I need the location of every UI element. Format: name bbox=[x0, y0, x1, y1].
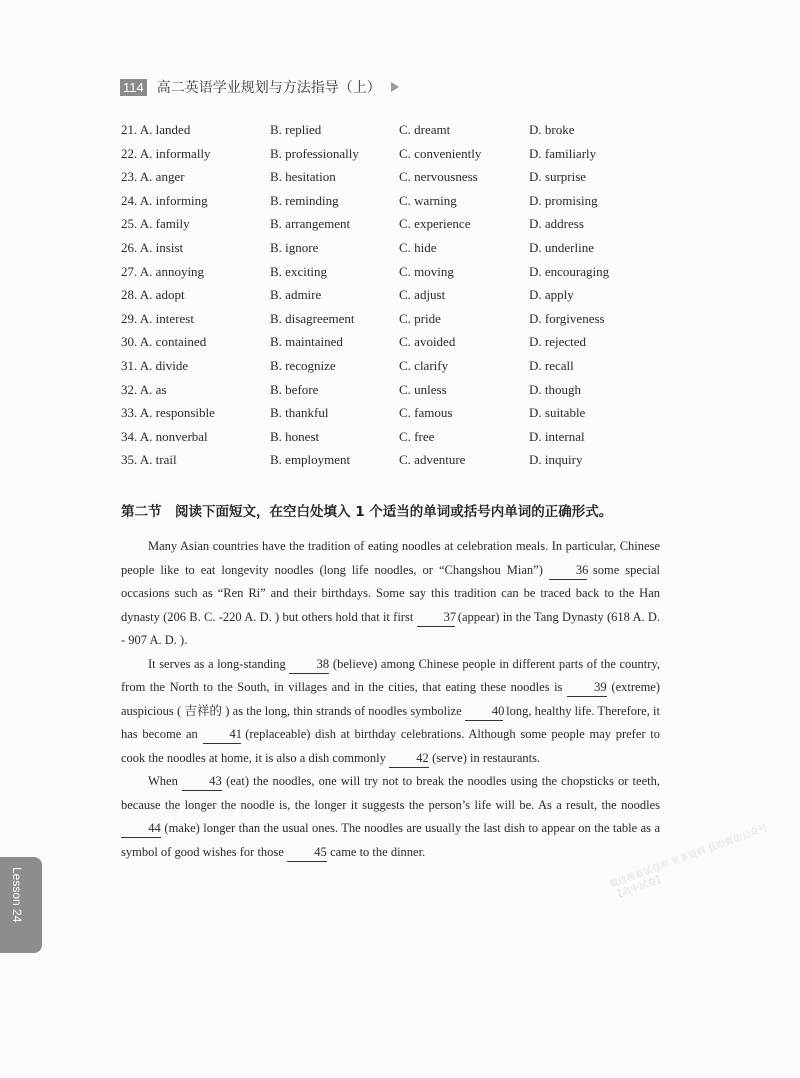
option-c: C. free bbox=[399, 428, 435, 444]
option-a: 33. A. responsible bbox=[121, 405, 215, 421]
option-a: 23. A. anger bbox=[121, 169, 185, 185]
reading-passage bbox=[121, 535, 660, 864]
option-b: B. recognize bbox=[270, 357, 336, 373]
option-b: B. hesitation bbox=[270, 169, 336, 185]
section-heading: 第二节 阅读下面短文，在空白处填入 1 个适当的单词或括号内单词的正确形式。 bbox=[121, 504, 613, 520]
blank-43[interactable]: 43 bbox=[182, 773, 222, 791]
option-d: D. surprise bbox=[529, 169, 587, 185]
blank-40[interactable]: 40 bbox=[465, 703, 503, 721]
option-a: 29. A. interest bbox=[121, 310, 194, 326]
option-d: D. internal bbox=[529, 428, 585, 444]
option-d: D. inquiry bbox=[529, 452, 583, 468]
option-d: D. encouraging bbox=[529, 263, 610, 279]
blank-37[interactable]: 37 bbox=[417, 609, 455, 627]
option-a: 22. A. informally bbox=[121, 145, 211, 161]
option-a: 35. A. trail bbox=[121, 452, 177, 468]
option-c: C. adjust bbox=[399, 287, 446, 303]
option-c: C. moving bbox=[399, 263, 454, 279]
blank-44[interactable]: 44 bbox=[121, 820, 161, 838]
option-b: B. employment bbox=[270, 452, 351, 468]
option-c: C. dreamt bbox=[399, 122, 451, 137]
option-d: D. address bbox=[529, 216, 584, 232]
option-b: B. honest bbox=[270, 428, 320, 444]
option-a: 28. A. adopt bbox=[121, 287, 185, 303]
option-b: B. exciting bbox=[270, 263, 328, 279]
option-c: C. warning bbox=[399, 192, 457, 208]
option-d: D. recall bbox=[529, 357, 574, 373]
option-d: D. forgiveness bbox=[529, 310, 605, 326]
triangle-marker-icon bbox=[391, 82, 399, 92]
option-c: C. clarify bbox=[399, 357, 449, 373]
passage-paragraph-3: When 43 (eat) the noodles, one will try not to break the noodles using the chopsticks or teeth, because the longer the noodle is, the longer it suggests the person’s life will be. As a result, the noodles 44 (make) longer than the usual ones. The noodles are usually the last dish to appear on the table as a symbol of good wishes for those 45 came to the dinner. bbox=[121, 770, 660, 864]
option-a: 30. A. contained bbox=[121, 334, 207, 350]
blank-38[interactable]: 38 bbox=[289, 656, 329, 674]
option-d: D. broke bbox=[529, 122, 575, 137]
option-b: B. thankful bbox=[270, 405, 329, 421]
option-a: 32. A. as bbox=[121, 381, 167, 397]
option-a: 25. A. family bbox=[121, 216, 190, 232]
book-title: 高二英语学业规划与方法指导（上） bbox=[156, 80, 381, 96]
option-b: B. disagreement bbox=[270, 310, 355, 326]
option-d: D. promising bbox=[529, 192, 598, 208]
lesson-label: Lesson 24 bbox=[10, 867, 24, 923]
option-c: C. avoided bbox=[399, 334, 456, 350]
option-d: D. familiarly bbox=[529, 145, 597, 161]
option-d: D. suitable bbox=[529, 405, 586, 421]
option-d: D. though bbox=[529, 381, 581, 397]
blank-36[interactable]: 36 bbox=[549, 562, 587, 580]
option-c: C. adventure bbox=[399, 452, 466, 468]
option-a: 31. A. divide bbox=[121, 357, 189, 373]
option-c: C. conveniently bbox=[399, 145, 482, 161]
watermark: 微信搜索试卷库 更多资料 获取微信公众号【高中试卷】 bbox=[608, 823, 770, 902]
option-b: B. maintained bbox=[270, 334, 343, 350]
option-b: B. professionally bbox=[270, 145, 359, 161]
option-c: C. unless bbox=[399, 381, 447, 397]
option-b: B. arrangement bbox=[270, 216, 351, 232]
option-d: D. underline bbox=[529, 239, 594, 255]
option-c: C. experience bbox=[399, 216, 471, 232]
blank-39[interactable]: 39 bbox=[567, 679, 607, 697]
option-c: C. nervousness bbox=[399, 169, 478, 185]
passage-paragraph-2: It serves as a long-standing 38 (believe) among Chinese people in different parts of the country, from the North to the South, in villages and in the cities, that eating these noodles is 39 (extreme) auspicious ( 吉祥的 ) as the long, thin strands of noodles symbolize 40 long, healthy life. Therefore, it has become an 41 (replaceable) dish at birthday celebrations. Although some people may prefer to cook the noodles at home, it is also a dish commonly 42 (serve) in restaurants. bbox=[121, 653, 660, 771]
option-d: D. rejected bbox=[529, 334, 587, 350]
page-number: 114 bbox=[120, 79, 147, 96]
option-a: 26. A. insist bbox=[121, 239, 184, 255]
page-header bbox=[120, 77, 399, 97]
option-a: 24. A. informing bbox=[121, 192, 208, 208]
option-a: 34. A. nonverbal bbox=[121, 428, 208, 444]
option-a: 27. A. annoying bbox=[121, 263, 205, 279]
option-b: B. before bbox=[270, 381, 319, 397]
option-b: B. replied bbox=[270, 122, 322, 137]
option-b: B. ignore bbox=[270, 239, 319, 255]
option-d: D. apply bbox=[529, 287, 574, 303]
blank-42[interactable]: 42 bbox=[389, 750, 429, 768]
passage-paragraph-1: Many Asian countries have the tradition of eating noodles at celebration meals. In particular, Chinese people like to eat longevity noodles (long life noodles, or “Changshou Mian”) 36 some special occasions such as “Ren Ri” and their birthdays. Some say this tradition can be traced back to the Han dynasty (206 B. C. -220 A. D. ) but others hold that it first 37 (appear) in the Tang Dynasty (618 A. D. - 907 A. D. ). bbox=[121, 539, 661, 647]
blank-41[interactable]: 41 bbox=[203, 726, 241, 744]
blank-45[interactable]: 45 bbox=[287, 844, 327, 862]
option-c: C. hide bbox=[399, 239, 437, 255]
lesson-side-tab bbox=[0, 857, 42, 953]
option-c: C. pride bbox=[399, 310, 441, 326]
option-c: C. famous bbox=[399, 405, 453, 421]
option-a: 21. A. landed bbox=[121, 122, 191, 137]
option-b: B. admire bbox=[270, 287, 322, 303]
option-b: B. reminding bbox=[270, 192, 339, 208]
